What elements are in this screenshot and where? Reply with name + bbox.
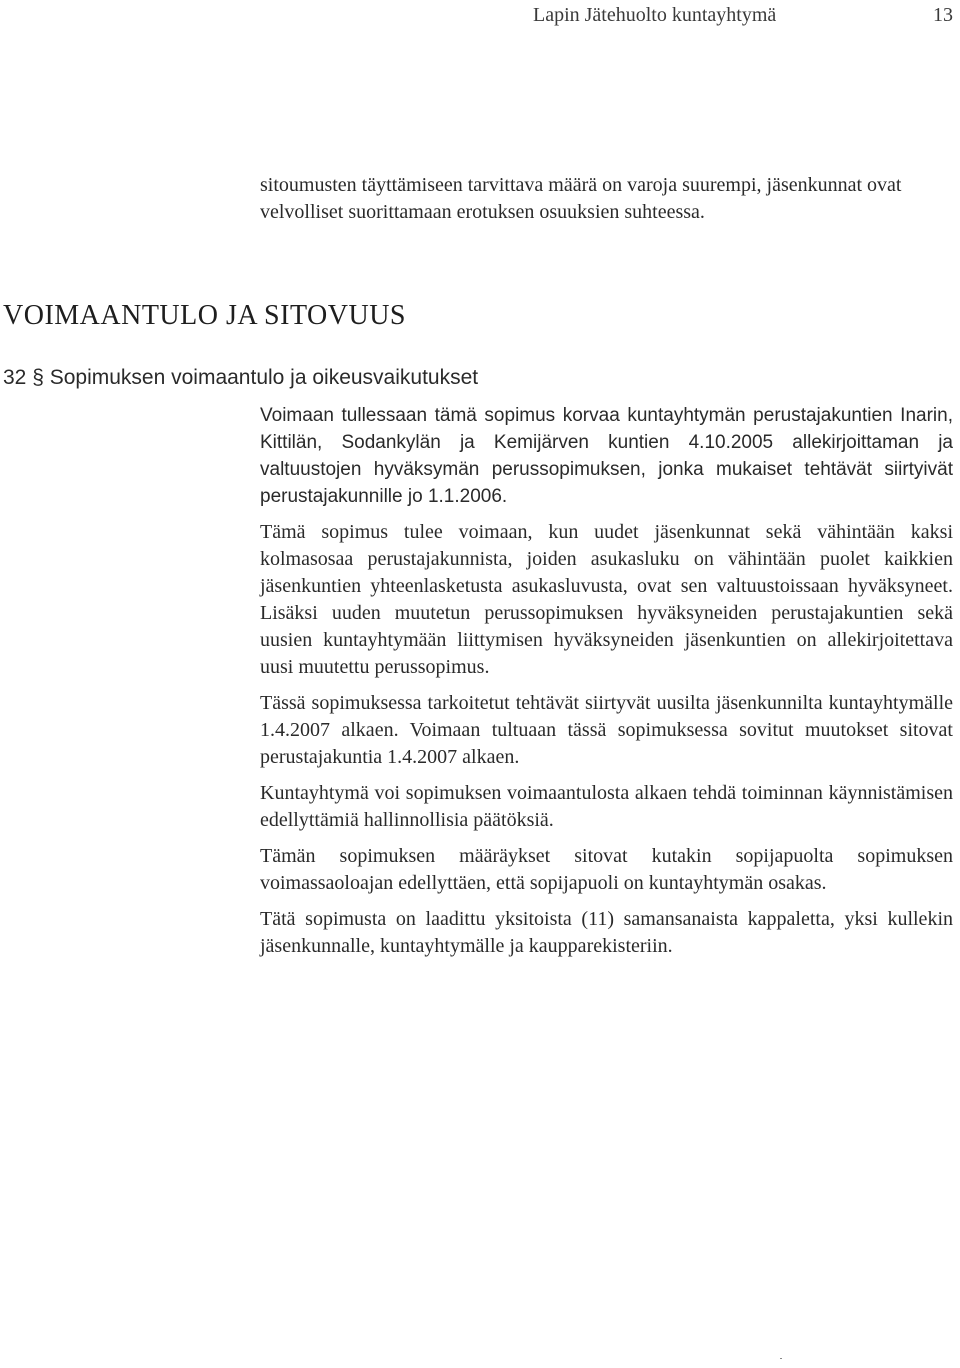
- paragraph-task-transfer: Tässä sopimuksessa tarkoitetut tehtävät siirtyvät uusilta jäsenkunnilta kuntayhtymälle 1.4.2007 alkaen. Voimaan tultuaan tässä sopimuksessa sovitut muutokset sitovat perustajakuntia 1.4.2007 alkaen.: [260, 692, 953, 768]
- section-body: [260, 402, 953, 969]
- paragraph-entry-into-force: Tämä sopimus tulee voimaan, kun uudet jäsenkunnat sekä vähintään kaksi kolmasosaa perustajakunnista, joiden asukasluku on vähintään puolet kaikkien jäsenkuntien yhteenlasketusta asukasluvusta, ovat sen valtuustoissaan hyväksyneet. Lisäksi uuden muutetun perussopimuksen hyväksyneiden perustajakuntien sekä uusien kuntayhtymään liittymisen hyväksyneiden jäsenkuntien on allekirjoitettava uusi muutettu perussopimus.: [260, 521, 953, 678]
- page-header: [533, 4, 953, 28]
- document-title: Lapin Jätehuolto kuntayhtymä: [533, 4, 777, 26]
- section-subheading: 32 § Sopimuksen voimaantulo ja oikeusvaikutukset: [3, 366, 479, 389]
- scan-mark: [780, 1358, 782, 1359]
- paragraph-administrative-decisions: Kuntayhtymä voi sopimuksen voimaantulosta alkaen tehdä toiminnan käynnistämisen edellyttämiä hallinnollisia päätöksiä.: [260, 782, 953, 831]
- continued-paragraph: sitoumusten täyttämiseen tarvittava määrä on varoja suurempi, jäsenkunnat ovat velvolliset suorittamaan erotuksen osuuksien suhteessa.: [260, 174, 902, 223]
- paragraph-binding-terms: Tämän sopimuksen määräykset sitovat kutakin sopijapuolta sopimuksen voimassaoloajan edellyttäen, että sopijapuoli on kuntayhtymän osakas.: [260, 845, 953, 894]
- section-heading: VOIMAANTULO JA SITOVUUS: [3, 300, 406, 331]
- paragraph-replacement: Voimaan tullessaan tämä sopimus korvaa kuntayhtymän perustajakuntien Inarin, Kittilän, Sodankylän ja Kemijärven kuntien 4.10.2005 allekirjoittaman ja valtuustojen hyväksymän perussopimuksen, jonka mukaiset tehtävät siirtyivät perustajakunnille jo 1.1.2006.: [260, 405, 953, 507]
- page-number: 13: [933, 4, 953, 26]
- paragraph-copies: Tätä sopimusta on laadittu yksitoista (11) samansanaista kappaletta, yksi kullekin jäsenkunnalle, kuntayhtymälle ja kaupparekisteriin.: [260, 908, 953, 957]
